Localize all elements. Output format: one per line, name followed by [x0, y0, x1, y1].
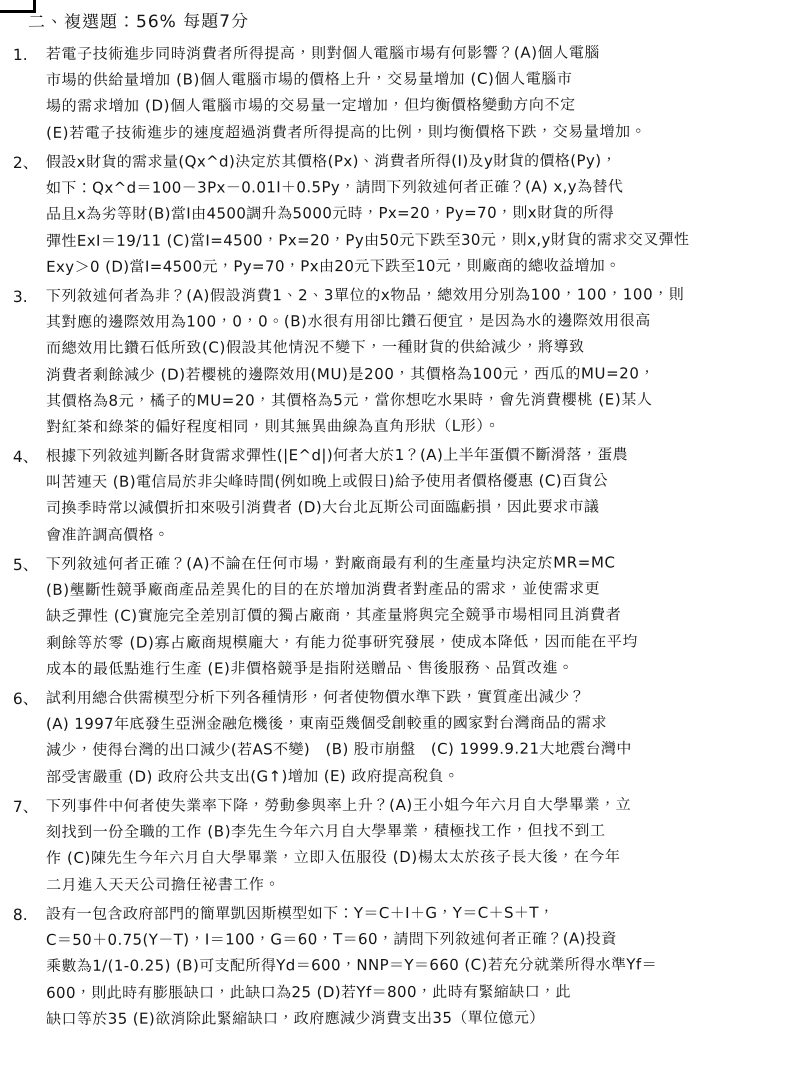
question-number: 1.	[12, 45, 28, 64]
question-8	[0, 898, 782, 1031]
question-number: 7、	[12, 797, 39, 816]
question-number: 8.	[12, 905, 28, 924]
question-text-line: 若電子技術進步同時消費者所得提高，則對個人電腦市場有何影響？(A)個人電腦	[45, 43, 601, 63]
question-text-line: 司換季時常以減價折扣來吸引消費者 (D)大台北瓦斯公司面臨虧損，因此要求市議	[46, 497, 600, 518]
question-4	[0, 441, 782, 548]
question-text-line: 下列事件中何者使失業率下降，勞動參與率上升？(A)王小姐今年六月自大學畢業，立	[45, 795, 632, 815]
question-text-line: 缺乏彈性 (C)實施完全差別訂價的獨占廠商，其產量將與完全競爭市場相同且消費者	[45, 605, 622, 626]
question-text-line: 刻找到一份全職的工作 (B)李先生今年六月自大學畢業，積極找工作，但找不到工	[45, 821, 606, 841]
question-text-line: 剩餘等於零 (D)寡占廠商規模龐大，有能力從事研究發展，使成本降低，因而能在平均	[46, 631, 639, 652]
question-text-line: C＝50＋0.75(Y－T)，I＝100，G＝60，T＝60，請問下列敘述何者正確？(A)投資	[45, 929, 617, 949]
question-text-line: (E)若電子技術進步的速度超過消費者所得提高的比例，則均衡價格下跌，交易量增加。	[46, 121, 647, 142]
question-2	[0, 147, 782, 280]
question-1	[0, 39, 782, 146]
exam-content	[0, 6, 782, 1034]
question-text-line: 根據下列敘述判斷各財貨需求彈性(|E^d|)何者大於1？(A)上半年蛋價不斷滑落，蛋農	[45, 445, 629, 465]
question-text-line: Exy＞0 (D)當I=4500元，Py=70，Px由20元下跌至10元，則廠商的總收益增加。	[46, 256, 621, 276]
question-text-line: (A) 1997年底發生亞洲金融危機後，東南亞幾個受創較重的國家對台灣商品的需求	[45, 713, 607, 733]
question-text-line: 作 (C)陳先生今年六月自大學畢業，立即入伍服役 (D)楊太太於孩子長大後，在今年	[46, 847, 621, 867]
question-list	[0, 40, 782, 1031]
question-number: 3.	[12, 287, 28, 306]
question-text-line: 假設x財貨的需求量(Qx^d)決定於其價格(Px)、消費者所得(I)及y財貨的價格(Py)，	[45, 151, 617, 171]
question-text-line: 品且x為劣等財(B)當I由4500調升為5000元時，Px=20，Py=70，則x財貨的所得	[45, 203, 615, 224]
question-text-line: 缺口等於35 (E)欲消除此緊縮缺口，政府應減少消費支出35（單位億元）	[46, 1007, 545, 1028]
question-text-line: 下列敘述何者正確？(A)不論在任何市場，對廠商最有利的生產量均決定於MR=MC	[45, 553, 616, 573]
question-3	[0, 281, 782, 440]
question-text-line: 下列敘述何者為非？(A)假設消費1、2、3單位的x物品，總效用分別為100，100，100，則	[45, 285, 685, 305]
question-text-line: (B)壟斷性競爭廠商產品差異化的目的在於增加消費者對產品的需求，並使需求更	[45, 579, 601, 599]
question-7	[0, 791, 782, 898]
question-text-line: 叫苦連天 (B)電信局於非尖峰時間(例如晚上或假日)給予使用者價格優惠 (C)百貨公	[45, 471, 609, 492]
question-text-line: 而總效用比鑽石低所致(C)假設其他情況不變下，一種財貨的供給減少，將導致	[45, 337, 585, 358]
question-text-line: 部受害嚴重 (D) 政府公共支出(G↑)增加 (E) 政府提高稅負。	[46, 766, 460, 786]
question-text-line: 乘數為1/(1-0.25) (B)可支配所得Yd＝600，NNP＝Y＝660 (C)若充分就業所得水準Yf＝	[45, 955, 658, 975]
question-5	[0, 549, 782, 682]
question-text-line: 市場的供給量增加 (B)個人電腦市場的價格上升，交易量增加 (C)個人電腦市	[45, 69, 573, 90]
question-text-line: 會准許調高價格。	[46, 525, 170, 544]
question-text-line: 彈性ExI＝19/11 (C)當I=4500，Px=20，Py由50元下跌至30元，則x,y財貨的需求交叉彈性	[46, 229, 690, 250]
question-text-line: 試利用總合供需模型分析下列各種情形，何者使物價水準下跌，實質產出減少？	[45, 687, 585, 707]
question-text-line: 如下：Qx^d＝100－3Px－0.01I＋0.5Py，請問下列敘述何者正確？(A) x,y為替代	[45, 177, 624, 197]
question-text-line: 對紅茶和綠茶的偏好程度相同，則其無異曲線為直角形狀（L形）。	[46, 416, 501, 436]
question-text-line: 減少，使得台灣的出口減少(若AS不變) (B) 股市崩盤 (C) 1999.9.21大地震台灣中	[46, 739, 632, 760]
question-6	[0, 683, 782, 790]
question-number: 6、	[12, 689, 39, 708]
question-text-line: 二月進入天天公司擔任祕書工作。	[46, 874, 281, 894]
section-title: 二、複選題：56% 每題7分	[27, 11, 250, 33]
question-text-line: 600，則此時有膨脹缺口，此缺口為25 (D)若Yf＝800，此時有緊縮缺口，此	[46, 981, 571, 1002]
question-text-line: 成本的最低點進行生產 (E)非價格競爭是指附送贈品、售後服務、品質改進。	[46, 658, 574, 678]
question-number: 2、	[12, 153, 39, 172]
question-number: 5、	[12, 555, 39, 574]
question-text-line: 設有一包含政府部門的簡單凱因斯模型如下：Y＝C＋I＋G，Y＝C＋S＋T，	[45, 903, 555, 923]
question-text-line: 其價格為8元，橘子的MU=20，其價格為5元，當你想吃水果時，會先消費櫻桃 (E)某人	[46, 389, 653, 410]
question-text-line: 消費者剩餘減少 (D)若櫻桃的邊際效用(MU)是200，其價格為100元，西瓜的MU=20，	[46, 363, 656, 384]
question-text-line: 場的需求增加 (D)個人電腦市場的交易量一定增加，但均衡價格變動方向不定	[46, 95, 576, 116]
question-text-line: 其對應的邊際效用為100，0，0。(B)水很有用卻比鑽石便宜，是因為水的邊際效用很高	[45, 311, 651, 331]
question-number: 4、	[12, 447, 39, 467]
